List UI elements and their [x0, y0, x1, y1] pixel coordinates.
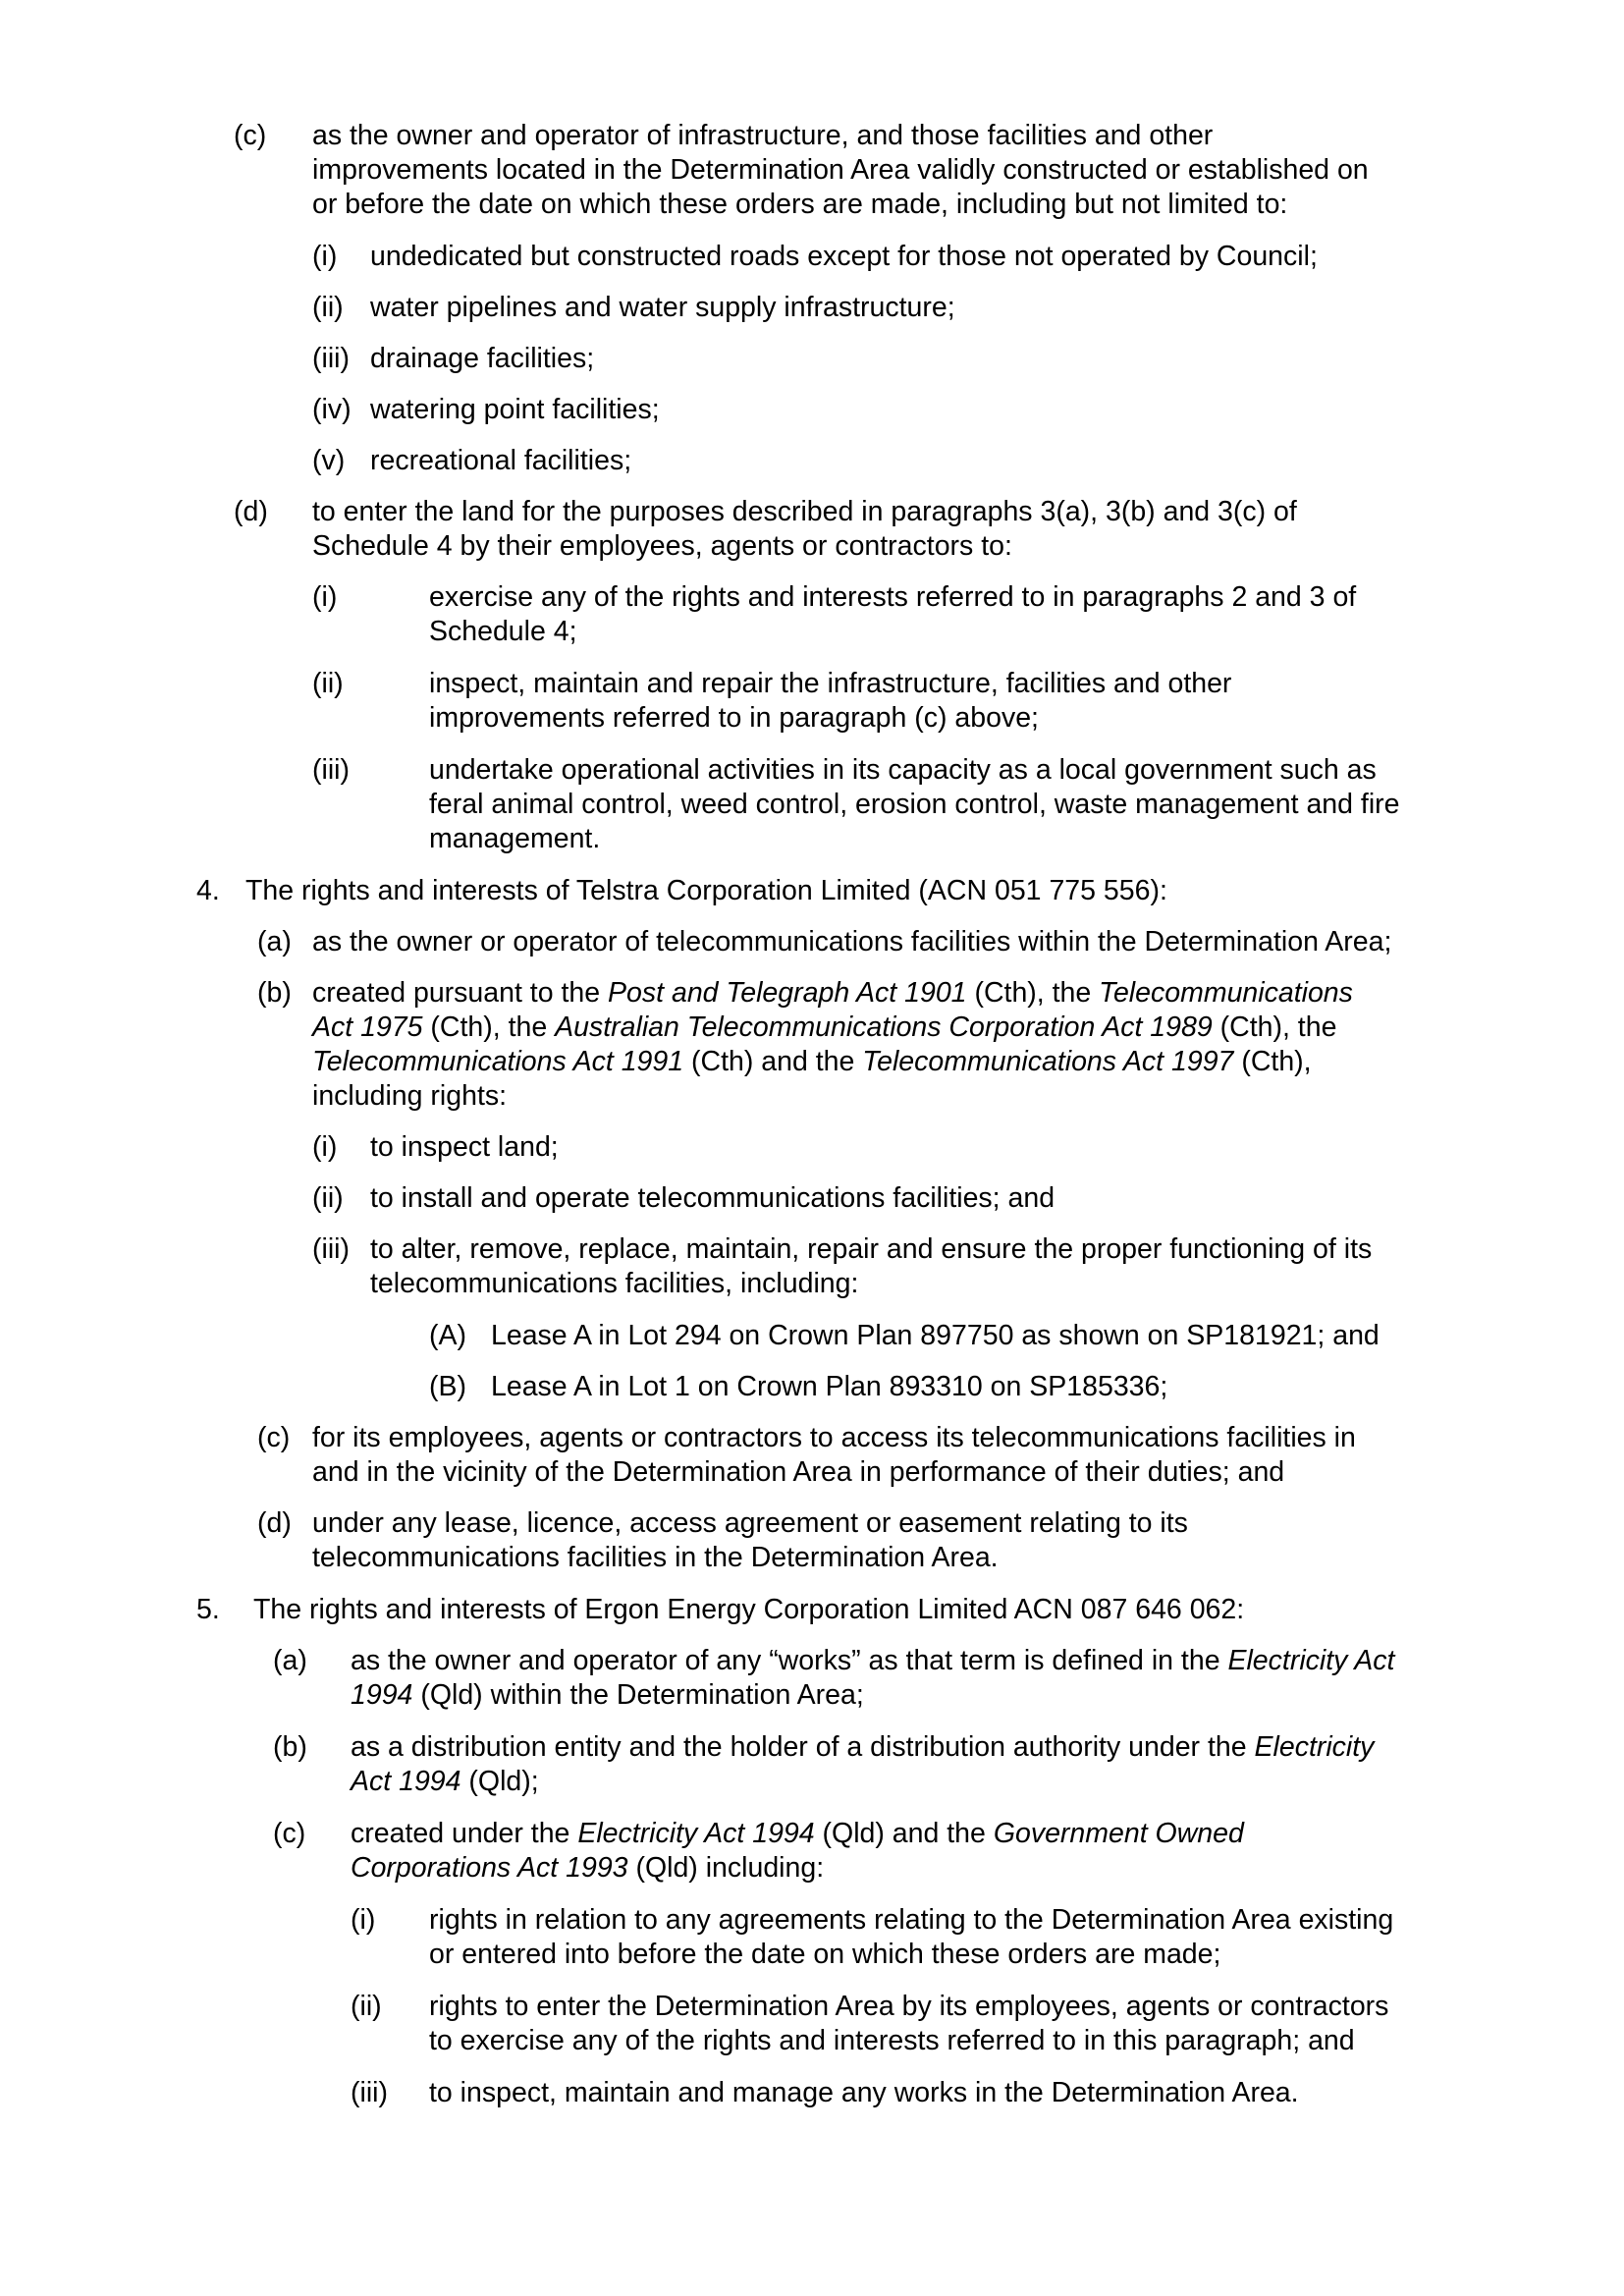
para-d-ii-text-1: inspect, maintain and repair the infrastructure, facilities and other	[429, 668, 1232, 699]
para-c-text-2: improvements located in the Determination Area validly constructed or established on	[312, 154, 1369, 186]
clause-4-b-line-3: Telecommunications Act 1991 (Cth) and the Telecommunications Act 1997 (Cth),	[312, 1046, 1312, 1077]
clause-4-d-label: (d)	[257, 1507, 292, 1539]
clause-5-c-i-text-2: or entered into before the date on which these orders are made;	[429, 1939, 1221, 1970]
clause-5-c-label: (c)	[273, 1818, 306, 1849]
clause-4-b-i-text: to inspect land;	[370, 1131, 559, 1163]
para-d-text-2: Schedule 4 by their employees, agents or contractors to:	[312, 530, 1012, 562]
clause-4-b-line-4: including rights:	[312, 1080, 508, 1112]
clause-4-d-text-1: under any lease, licence, access agreement or easement relating to its	[312, 1507, 1188, 1539]
act-title-telecom-1975-end: Act 1975	[312, 1011, 423, 1043]
clause-5-c-iii-text: to inspect, maintain and manage any works in the Determination Area.	[429, 2077, 1299, 2108]
act-title-electricity: Electricity Act	[1227, 1645, 1395, 1676]
act-title-electricity-c: Electricity Act 1994	[577, 1818, 815, 1849]
clause-5-b-label: (b)	[273, 1731, 307, 1763]
clause-4-b-iii-text-2: telecommunications facilities, including:	[370, 1268, 859, 1299]
para-d-iii-text-3: management.	[429, 823, 601, 854]
act-title-post-telegraph: Post and Telegraph Act 1901	[608, 977, 967, 1009]
para-c-text-1: as the owner and operator of infrastructure, and those facilities and other	[312, 120, 1214, 151]
act-title-electricity-b: Electricity	[1254, 1731, 1375, 1763]
para-c-i-text: undedicated but constructed roads except for those not operated by Council;	[370, 241, 1318, 272]
para-c-iii-label: (iii)	[312, 343, 350, 374]
act-title-atc-1989: Australian Telecommunications Corporation Act 1989	[555, 1011, 1213, 1043]
clause-5-a-label: (a)	[273, 1645, 307, 1676]
clause-5-c-i-text-1: rights in relation to any agreements relating to the Determination Area existing	[429, 1904, 1394, 1936]
para-d-i-text-1: exercise any of the rights and interests referred to in paragraphs 2 and 3 of	[429, 581, 1357, 613]
clause-4-heading: The rights and interests of Telstra Corporation Limited (ACN 051 775 556):	[245, 875, 1167, 906]
para-d-i-text-2: Schedule 4;	[429, 616, 577, 647]
act-title-electricity-b-year: Act 1994	[351, 1766, 461, 1797]
clause-4-b-A-label: (A)	[429, 1320, 466, 1351]
clause-4-c-label: (c)	[257, 1422, 291, 1453]
clause-4-a-text: as the owner or operator of telecommunications facilities within the Determination Area;	[312, 926, 1392, 957]
clause-5-c-ii-text-2: to exercise any of the rights and interests referred to in this paragraph; and	[429, 2025, 1355, 2056]
para-c-iii-text: drainage facilities;	[370, 343, 595, 374]
clause-4-b-line-1: created pursuant to the Post and Telegraph Act 1901 (Cth), the Telecommunications	[312, 977, 1353, 1009]
clause-5-c-line-1: created under the Electricity Act 1994 (Qld) and the Government Owned	[351, 1818, 1244, 1849]
para-c-iv-text: watering point facilities;	[370, 394, 660, 425]
act-title-goc-start: Government Owned	[993, 1818, 1244, 1849]
para-c-ii-label: (ii)	[312, 292, 344, 323]
para-d-i-label: (i)	[312, 581, 338, 613]
act-title-telecom-1991: Telecommunications Act 1991	[312, 1046, 684, 1077]
clause-4-b-iii-text-1: to alter, remove, replace, maintain, repair and ensure the proper functioning of its	[370, 1233, 1373, 1265]
act-title-electricity-year: 1994	[351, 1679, 413, 1711]
clause-4-b-B-label: (B)	[429, 1371, 466, 1402]
act-title-telecom-1975-start: Telecommunications	[1099, 977, 1353, 1009]
clause-4-b-A-text: Lease A in Lot 294 on Crown Plan 897750 as shown on SP181921; and	[491, 1320, 1380, 1351]
para-d-ii-text-2: improvements referred to in paragraph (c) above;	[429, 702, 1039, 734]
clause-5-b-line-1: as a distribution entity and the holder of a distribution authority under the Electricity	[351, 1731, 1375, 1763]
para-d-iii-label: (iii)	[312, 754, 350, 786]
clause-5-a-line-2: 1994 (Qld) within the Determination Area;	[351, 1679, 864, 1711]
clause-4-b-ii-text: to install and operate telecommunications facilities; and	[370, 1182, 1056, 1214]
para-d-iii-text-1: undertake operational activities in its capacity as a local government such as	[429, 754, 1377, 786]
para-c-i-label: (i)	[312, 241, 338, 272]
para-d-label: (d)	[234, 496, 268, 527]
clause-4-number: 4.	[196, 875, 220, 906]
clause-5-heading: The rights and interests of Ergon Energy Corporation Limited ACN 087 646 062:	[253, 1594, 1245, 1625]
clause-4-d-text-2: telecommunications facilities in the Determination Area.	[312, 1542, 999, 1573]
para-c-v-label: (v)	[312, 445, 346, 476]
clause-5-c-ii-label: (ii)	[351, 1991, 382, 2022]
clause-4-a-label: (a)	[257, 926, 292, 957]
clause-5-number: 5.	[196, 1594, 220, 1625]
clause-4-b-i-label: (i)	[312, 1131, 338, 1163]
clause-4-c-text-2: and in the vicinity of the Determination Area in performance of their duties; and	[312, 1456, 1285, 1488]
clause-5-a-line-1: as the owner and operator of any “works” as that term is defined in the Electricity Act	[351, 1645, 1395, 1676]
para-c-text-3: or before the date on which these orders are made, including but not limited to:	[312, 189, 1288, 220]
act-title-telecom-1997: Telecommunications Act 1997	[862, 1046, 1234, 1077]
para-c-label: (c)	[234, 120, 267, 151]
clause-4-b-line-2: Act 1975 (Cth), the Australian Telecommunications Corporation Act 1989 (Cth), the	[312, 1011, 1337, 1043]
para-c-ii-text: water pipelines and water supply infrastructure;	[370, 292, 955, 323]
para-d-iii-text-2: feral animal control, weed control, erosion control, waste management and fire	[429, 789, 1400, 820]
clause-4-b-ii-label: (ii)	[312, 1182, 344, 1214]
para-c-v-text: recreational facilities;	[370, 445, 632, 476]
act-title-goc-end: Corporations Act 1993	[351, 1852, 628, 1884]
para-d-ii-label: (ii)	[312, 668, 344, 699]
clause-4-b-iii-label: (iii)	[312, 1233, 350, 1265]
clause-5-c-ii-text-1: rights to enter the Determination Area by its employees, agents or contractors	[429, 1991, 1389, 2022]
clause-5-c-i-label: (i)	[351, 1904, 376, 1936]
clause-4-c-text-1: for its employees, agents or contractors to access its telecommunications facilities in	[312, 1422, 1356, 1453]
clause-5-b-line-2: Act 1994 (Qld);	[351, 1766, 539, 1797]
clause-5-c-line-2: Corporations Act 1993 (Qld) including:	[351, 1852, 825, 1884]
para-c-iv-label: (iv)	[312, 394, 352, 425]
clause-4-b-label: (b)	[257, 977, 292, 1009]
clause-5-c-iii-label: (iii)	[351, 2077, 388, 2108]
para-d-text-1: to enter the land for the purposes described in paragraphs 3(a), 3(b) and 3(c) of	[312, 496, 1297, 527]
clause-4-b-B-text: Lease A in Lot 1 on Crown Plan 893310 on SP185336;	[491, 1371, 1168, 1402]
